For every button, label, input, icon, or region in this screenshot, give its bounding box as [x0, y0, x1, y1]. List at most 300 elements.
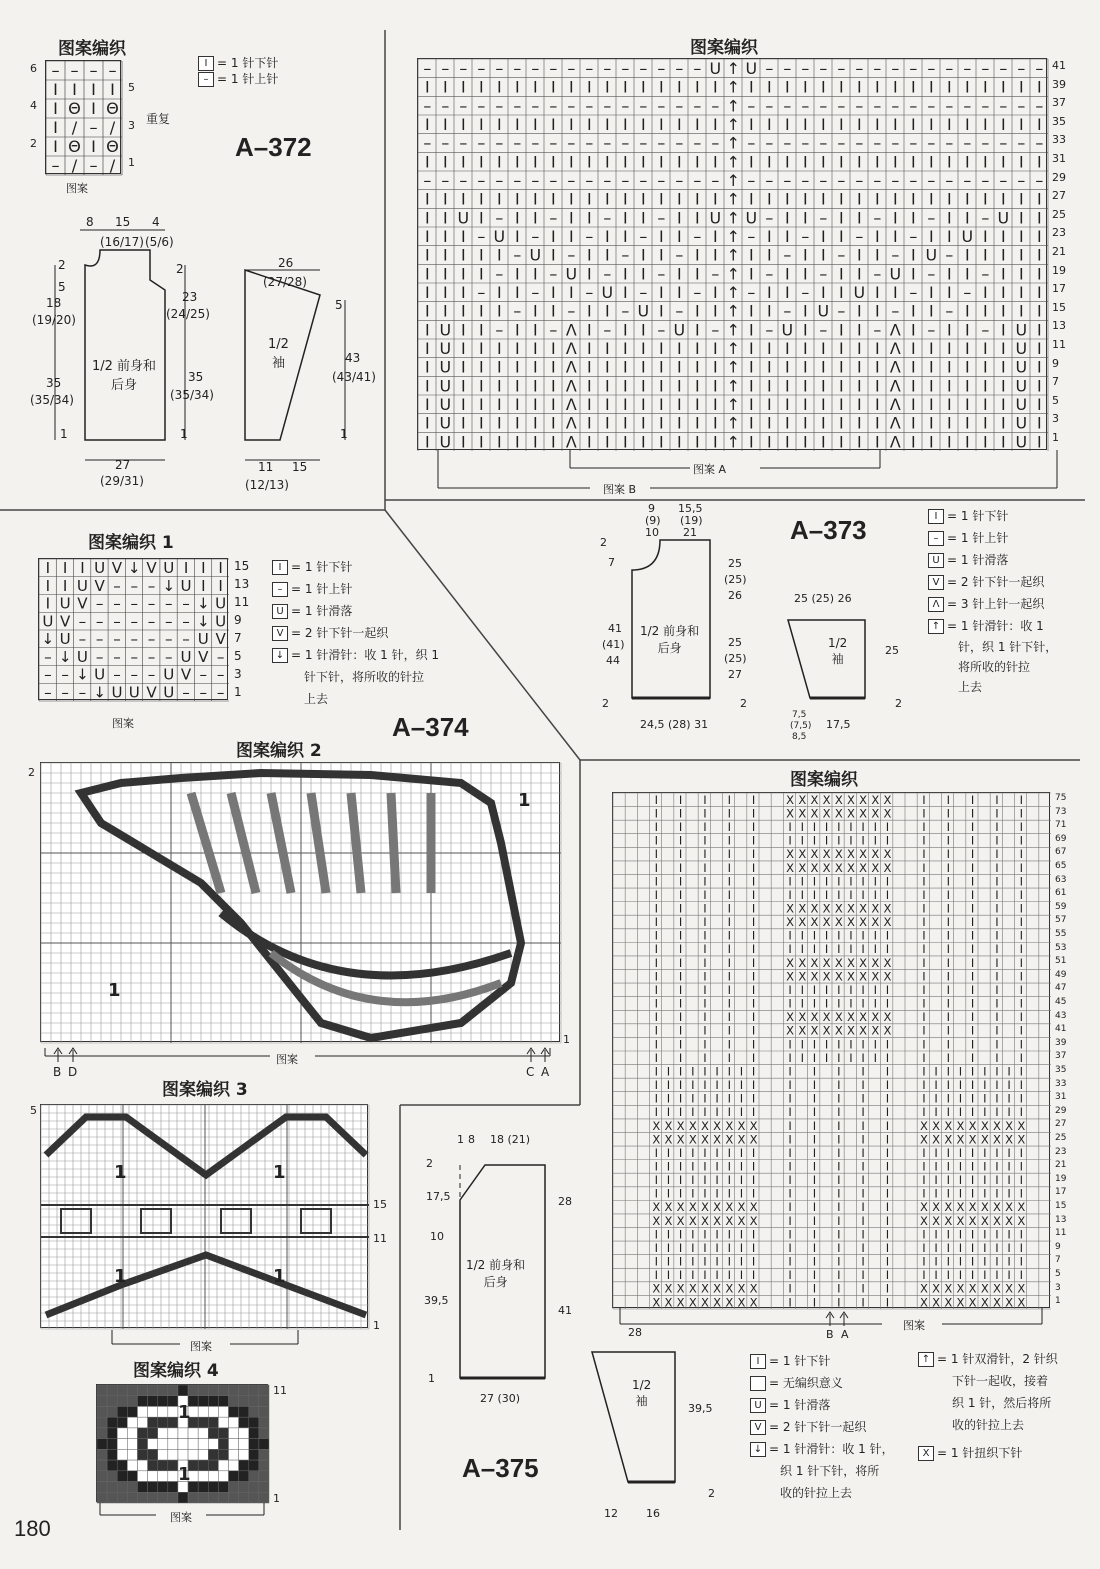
svg-text:–: –	[216, 647, 225, 666]
svg-text:I: I	[910, 208, 916, 228]
a372-dim-top-1: 8	[86, 215, 94, 229]
svg-text:I: I	[824, 928, 829, 943]
svg-text:–: –	[44, 683, 52, 702]
a375-row-number: 3	[1055, 1282, 1061, 1293]
svg-text:–: –	[51, 156, 60, 176]
svg-text:I: I	[824, 996, 829, 1011]
svg-text:I: I	[788, 1037, 792, 1052]
a375-row-number: 19	[1055, 1173, 1067, 1184]
svg-text:X: X	[701, 1200, 709, 1215]
svg-text:U: U	[163, 683, 175, 702]
svg-text:I: I	[922, 847, 926, 862]
svg-text:–: –	[477, 282, 486, 302]
svg-text:I: I	[604, 245, 610, 265]
svg-text:X: X	[847, 847, 855, 862]
purl-stitch-icon: –	[928, 531, 944, 546]
svg-text:I: I	[91, 99, 96, 119]
svg-text:I: I	[691, 1240, 695, 1255]
svg-text:I: I	[666, 1254, 671, 1269]
svg-text:–: –	[1035, 170, 1044, 190]
svg-text:Λ: Λ	[889, 357, 901, 377]
svg-text:I: I	[727, 1078, 731, 1093]
svg-text:I: I	[788, 1105, 792, 1120]
svg-text:I: I	[654, 1173, 658, 1188]
svg-text:U: U	[925, 245, 938, 265]
svg-text:I: I	[478, 432, 484, 452]
svg-text:–: –	[675, 58, 684, 78]
svg-text:I: I	[946, 1240, 950, 1255]
svg-text:X: X	[798, 1023, 807, 1038]
svg-text:I: I	[218, 576, 223, 595]
a375-row-number: 69	[1055, 833, 1067, 844]
svg-text:I: I	[837, 1227, 841, 1242]
a374-row-number: 9	[234, 613, 242, 627]
svg-text:I: I	[622, 189, 628, 209]
svg-text:I: I	[676, 432, 682, 452]
svg-text:U: U	[493, 226, 506, 246]
svg-text:I: I	[892, 152, 898, 172]
svg-text:Λ: Λ	[565, 357, 577, 377]
svg-text:X: X	[944, 1295, 953, 1310]
svg-text:I: I	[995, 915, 999, 930]
svg-text:I: I	[946, 969, 950, 984]
svg-text:I: I	[910, 413, 916, 433]
svg-text:I: I	[784, 376, 790, 396]
a373-dim-left-2: 7	[608, 556, 615, 569]
svg-text:I: I	[788, 887, 792, 902]
svg-text:I: I	[802, 413, 808, 433]
svg-text:X: X	[944, 1132, 953, 1147]
svg-text:X: X	[859, 915, 868, 930]
a374-chart-4-row-1: 1	[273, 1492, 280, 1505]
svg-text:I: I	[922, 887, 926, 902]
svg-text:–: –	[78, 683, 87, 702]
svg-text:I: I	[1000, 189, 1006, 209]
a373-code: A–373	[790, 515, 867, 545]
svg-text:I: I	[703, 955, 707, 970]
svg-text:I: I	[812, 1050, 817, 1065]
svg-text:–: –	[927, 264, 936, 284]
svg-text:I: I	[1000, 376, 1006, 396]
svg-text:I: I	[970, 1078, 975, 1093]
svg-text:I: I	[654, 1105, 658, 1120]
svg-text:–: –	[165, 612, 173, 631]
svg-text:I: I	[802, 77, 808, 97]
a373-dim-right-3: 26	[728, 589, 742, 602]
svg-text:I: I	[788, 874, 792, 889]
svg-text:I: I	[727, 1145, 731, 1160]
a375-sleeve-label: 1/2 袖	[632, 1378, 652, 1408]
svg-text:I: I	[812, 1173, 817, 1188]
svg-text:X: X	[676, 1213, 685, 1228]
svg-text:↑: ↑	[726, 114, 740, 134]
svg-text:I: I	[568, 189, 574, 209]
svg-text:I: I	[1036, 245, 1042, 265]
a374-chart-3-color-1c: 1	[114, 1266, 127, 1287]
svg-text:–: –	[783, 245, 792, 265]
svg-text:I: I	[654, 982, 658, 997]
svg-text:I: I	[727, 1091, 731, 1106]
svg-text:I: I	[837, 1213, 841, 1228]
svg-text:–: –	[657, 58, 666, 78]
svg-text:–: –	[531, 282, 540, 302]
svg-text:X: X	[737, 1118, 746, 1133]
svg-text:–: –	[837, 245, 846, 265]
svg-text:I: I	[766, 114, 772, 134]
a373-dim-left-3: 41	[608, 622, 622, 635]
slip-stitch-icon: U	[272, 604, 288, 619]
svg-text:I: I	[922, 833, 926, 848]
svg-text:U: U	[673, 320, 686, 340]
svg-text:X: X	[847, 969, 855, 984]
svg-text:I: I	[678, 982, 683, 997]
svg-text:I: I	[678, 874, 683, 889]
svg-text:I: I	[964, 152, 970, 172]
svg-text:X: X	[993, 1132, 1001, 1147]
svg-text:–: –	[603, 96, 612, 116]
svg-text:I: I	[1000, 245, 1006, 265]
svg-text:I: I	[824, 1050, 829, 1065]
svg-text:I: I	[820, 432, 826, 452]
svg-text:I: I	[885, 887, 890, 902]
svg-text:X: X	[883, 847, 892, 862]
svg-text:U: U	[997, 208, 1010, 228]
svg-text:X: X	[810, 1010, 819, 1025]
svg-text:–: –	[675, 170, 684, 190]
svg-text:I: I	[703, 901, 707, 916]
svg-text:I: I	[739, 1078, 744, 1093]
svg-text:–: –	[1017, 170, 1026, 190]
a375-row-number: 23	[1055, 1146, 1067, 1157]
svg-text:I: I	[586, 152, 592, 172]
svg-text:I: I	[837, 1240, 841, 1255]
a373-row-number: 23	[1052, 226, 1066, 240]
svg-text:I: I	[727, 1105, 731, 1120]
svg-text:I: I	[995, 1240, 999, 1255]
svg-text:I: I	[1036, 189, 1042, 209]
svg-text:I: I	[885, 942, 890, 957]
svg-text:X: X	[749, 1281, 758, 1296]
svg-text:I: I	[856, 152, 862, 172]
svg-text:I: I	[922, 982, 926, 997]
a372-row-1: 1	[128, 156, 135, 169]
a374-chart-2-row-1: 1	[563, 1033, 570, 1046]
svg-text:I: I	[995, 860, 999, 875]
svg-text:I: I	[622, 208, 628, 228]
svg-text:I: I	[861, 1050, 865, 1065]
svg-text:I: I	[964, 189, 970, 209]
svg-text:I: I	[45, 559, 51, 578]
svg-text:I: I	[995, 955, 999, 970]
svg-text:X: X	[798, 901, 807, 916]
svg-text:I: I	[715, 1145, 719, 1160]
svg-text:–: –	[765, 170, 774, 190]
svg-text:I: I	[970, 833, 975, 848]
svg-text:I: I	[604, 376, 610, 396]
svg-text:I: I	[812, 874, 817, 889]
a374-chart-3-row-1: 1	[373, 1319, 380, 1332]
svg-text:I: I	[676, 376, 682, 396]
a374-chart-2-label: 图案	[276, 1053, 298, 1066]
svg-text:I: I	[812, 1200, 817, 1215]
svg-text:I: I	[666, 1159, 671, 1174]
svg-text:U: U	[853, 282, 866, 302]
svg-text:I: I	[496, 282, 502, 302]
svg-text:I: I	[928, 114, 934, 134]
svg-text:I: I	[837, 1118, 841, 1133]
svg-text:I: I	[703, 942, 707, 957]
svg-text:–: –	[837, 58, 846, 78]
svg-text:X: X	[883, 806, 892, 821]
svg-text:I: I	[970, 1268, 975, 1283]
svg-text:I: I	[654, 1186, 658, 1201]
svg-text:I: I	[478, 301, 484, 321]
svg-text:V: V	[146, 559, 157, 578]
svg-text:I: I	[837, 1064, 841, 1079]
svg-text:I: I	[550, 245, 556, 265]
svg-text:↑: ↑	[726, 357, 740, 377]
svg-text:X: X	[822, 1010, 831, 1025]
svg-text:I: I	[946, 357, 952, 377]
svg-text:I: I	[995, 1050, 999, 1065]
svg-text:I: I	[885, 1064, 890, 1079]
svg-text:–: –	[1035, 133, 1044, 153]
svg-text:I: I	[934, 1091, 938, 1106]
svg-text:I: I	[928, 413, 934, 433]
slip-decrease-icon: ↓	[750, 1442, 766, 1457]
svg-text:I: I	[800, 996, 804, 1011]
svg-text:I: I	[861, 1295, 865, 1310]
svg-text:I: I	[712, 338, 718, 358]
svg-text:I: I	[856, 413, 862, 433]
svg-text:I: I	[751, 1050, 756, 1065]
svg-text:I: I	[922, 1173, 926, 1188]
svg-text:U: U	[601, 282, 614, 302]
svg-text:I: I	[424, 245, 430, 265]
a373-dim-right-4: 25	[728, 636, 742, 649]
svg-text:–: –	[927, 133, 936, 153]
svg-text:I: I	[727, 1186, 731, 1201]
slip-decrease-icon: ↑	[928, 619, 944, 634]
svg-text:–: –	[711, 264, 720, 284]
svg-text:I: I	[837, 928, 841, 943]
svg-text:–: –	[675, 301, 684, 321]
svg-text:I: I	[946, 1254, 950, 1269]
svg-text:↓: ↓	[41, 630, 55, 649]
svg-text:–: –	[621, 133, 630, 153]
svg-text:I: I	[1018, 282, 1024, 302]
svg-text:I: I	[678, 847, 683, 862]
svg-text:I: I	[983, 1078, 987, 1093]
svg-text:–: –	[783, 133, 792, 153]
svg-text:I: I	[861, 1078, 865, 1093]
svg-text:I: I	[604, 152, 610, 172]
svg-text:I: I	[748, 264, 754, 284]
svg-text:I: I	[676, 226, 682, 246]
svg-text:–: –	[765, 320, 774, 340]
svg-text:I: I	[739, 1240, 744, 1255]
svg-text:X: X	[859, 806, 868, 821]
svg-text:I: I	[678, 806, 683, 821]
svg-text:I: I	[885, 1037, 890, 1052]
svg-text:I: I	[970, 847, 975, 862]
svg-text:U: U	[889, 264, 902, 284]
svg-text:I: I	[964, 245, 970, 265]
svg-text:–: –	[531, 58, 540, 78]
svg-text:I: I	[970, 1091, 975, 1106]
a374-chart-3-color-1a: 1	[114, 1162, 127, 1183]
svg-text:I: I	[703, 1105, 707, 1120]
a374-row-number: 11	[234, 595, 250, 609]
svg-text:I: I	[784, 77, 790, 97]
svg-text:–: –	[477, 226, 486, 246]
svg-text:I: I	[861, 1281, 865, 1296]
svg-text:I: I	[442, 245, 448, 265]
svg-text:U: U	[709, 208, 722, 228]
a372-sleeve-right-2: 43	[345, 351, 361, 365]
svg-text:I: I	[658, 282, 664, 302]
a375-chart-title: 图案编织	[790, 770, 858, 790]
a373-legend-knit: I = 1 针下针	[928, 505, 1057, 527]
svg-text:I: I	[654, 1145, 658, 1160]
svg-text:–: –	[963, 282, 972, 302]
svg-text:I: I	[442, 77, 448, 97]
svg-text:↓: ↓	[127, 559, 141, 578]
svg-text:I: I	[812, 982, 817, 997]
double-slip-icon: ↑	[918, 1352, 934, 1367]
svg-text:X: X	[920, 1200, 928, 1215]
svg-text:I: I	[812, 1037, 817, 1052]
svg-text:I: I	[550, 77, 556, 97]
svg-text:I: I	[838, 77, 844, 97]
svg-text:I: I	[970, 1105, 975, 1120]
svg-text:I: I	[1018, 301, 1024, 321]
svg-text:I: I	[838, 189, 844, 209]
svg-text:I: I	[622, 282, 628, 302]
svg-text:–: –	[693, 282, 702, 302]
svg-text:I: I	[946, 394, 952, 414]
svg-text:I: I	[703, 1050, 707, 1065]
svg-text:I: I	[678, 955, 683, 970]
svg-text:I: I	[478, 320, 484, 340]
svg-text:I: I	[532, 357, 538, 377]
svg-text:X: X	[688, 1118, 697, 1133]
svg-text:I: I	[514, 357, 520, 377]
svg-text:I: I	[654, 820, 658, 835]
svg-text:I: I	[995, 1254, 999, 1269]
svg-text:–: –	[765, 208, 774, 228]
svg-text:I: I	[970, 1010, 975, 1025]
svg-text:I: I	[1007, 1078, 1011, 1093]
svg-text:I: I	[837, 996, 841, 1011]
svg-text:I: I	[802, 394, 808, 414]
svg-text:I: I	[802, 432, 808, 452]
svg-text:I: I	[995, 1091, 999, 1106]
svg-text:X: X	[786, 969, 795, 984]
a374-chart-4-color-1a: 1	[178, 1402, 191, 1423]
svg-text:I: I	[460, 77, 466, 97]
svg-text:I: I	[922, 1078, 926, 1093]
svg-text:I: I	[970, 1186, 975, 1201]
svg-text:I: I	[1019, 1010, 1023, 1025]
svg-text:I: I	[748, 245, 754, 265]
svg-text:I: I	[874, 376, 880, 396]
svg-text:I: I	[910, 114, 916, 134]
svg-text:I: I	[1019, 1037, 1023, 1052]
svg-text:I: I	[812, 996, 817, 1011]
a374-chart-1	[38, 558, 228, 700]
svg-text:↑: ↑	[726, 282, 740, 302]
svg-text:I: I	[640, 432, 646, 452]
a372-dim-left-2: 5	[58, 280, 66, 294]
svg-text:I: I	[788, 982, 792, 997]
svg-text:I: I	[654, 1010, 658, 1025]
svg-text:I: I	[658, 432, 664, 452]
svg-text:–: –	[855, 133, 864, 153]
svg-text:–: –	[657, 208, 666, 228]
svg-text:I: I	[812, 1078, 817, 1093]
svg-text:I: I	[982, 189, 988, 209]
svg-text:I: I	[849, 874, 853, 889]
svg-text:I: I	[666, 1173, 671, 1188]
svg-text:X: X	[993, 1200, 1001, 1215]
svg-text:I: I	[885, 1078, 890, 1093]
svg-text:I: I	[922, 1186, 926, 1201]
svg-text:I: I	[496, 357, 502, 377]
svg-text:X: X	[676, 1118, 685, 1133]
svg-text:I: I	[928, 189, 934, 209]
svg-text:U: U	[817, 301, 830, 321]
svg-text:I: I	[946, 996, 950, 1011]
a375-dim-left-1: 2	[426, 1157, 433, 1170]
svg-text:I: I	[838, 376, 844, 396]
svg-text:I: I	[460, 226, 466, 246]
svg-text:I: I	[586, 394, 592, 414]
a372-dim-left-7: 1	[60, 427, 68, 441]
svg-text:–: –	[182, 630, 190, 649]
svg-text:I: I	[802, 338, 808, 358]
svg-text:I: I	[766, 394, 772, 414]
svg-text:I: I	[1000, 320, 1006, 340]
a372-stitch-chart	[45, 60, 121, 174]
svg-text:I: I	[946, 189, 952, 209]
svg-text:I: I	[550, 189, 556, 209]
svg-text:I: I	[654, 942, 658, 957]
svg-text:–: –	[1017, 133, 1026, 153]
svg-text:I: I	[812, 887, 817, 902]
svg-text:I: I	[1019, 887, 1023, 902]
svg-text:I: I	[873, 996, 877, 1011]
svg-text:I: I	[678, 820, 683, 835]
svg-text:I: I	[53, 80, 58, 100]
svg-text:–: –	[113, 665, 121, 684]
a375-row-number: 33	[1055, 1078, 1067, 1089]
svg-text:I: I	[748, 320, 754, 340]
a374-chart-3-color-1d: 1	[273, 1266, 286, 1287]
svg-text:–: –	[549, 320, 558, 340]
svg-text:–: –	[981, 133, 990, 153]
svg-text:I: I	[568, 282, 574, 302]
a375-row-number: 61	[1055, 888, 1067, 899]
svg-text:–: –	[855, 96, 864, 116]
svg-text:X: X	[1005, 1132, 1014, 1147]
svg-text:I: I	[532, 264, 538, 284]
svg-text:I: I	[496, 189, 502, 209]
svg-text:I: I	[586, 320, 592, 340]
svg-text:I: I	[678, 1240, 683, 1255]
a374-legend: I = 1 针下针 – = 1 针上针 U = 1 针滑落 V = 2 针下针一起织 ↓ = 1 针滑针：收 1 针，织 1 针下针，将所收的针拉 上去	[272, 556, 439, 710]
a375-dim-left-4: 39,5	[424, 1294, 449, 1307]
